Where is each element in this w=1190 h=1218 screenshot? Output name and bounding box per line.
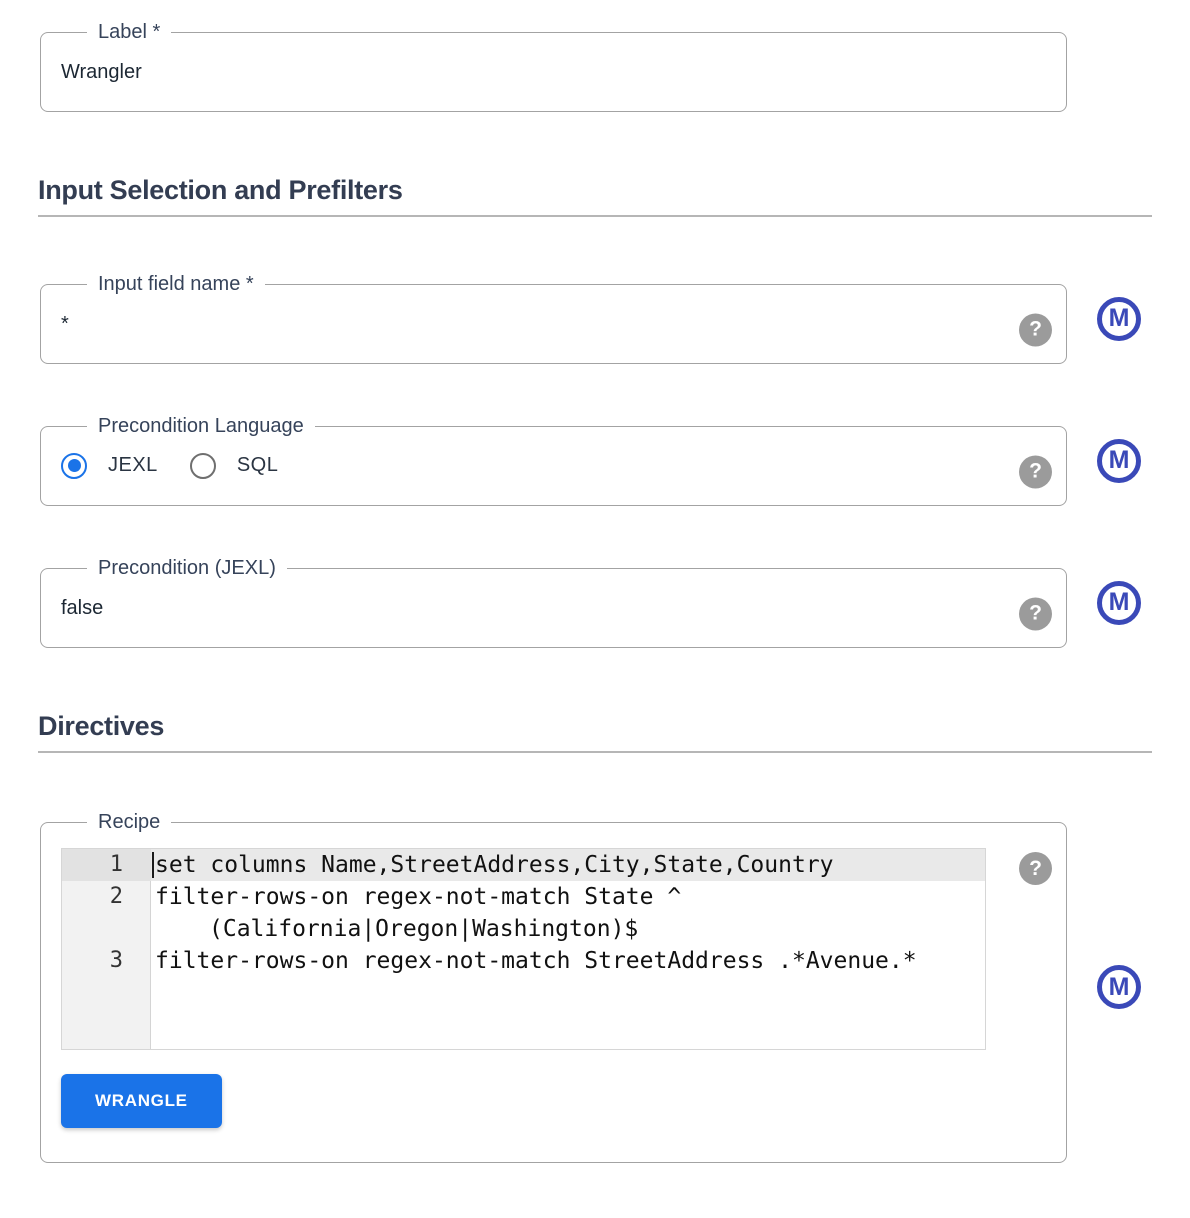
label-field [40, 21, 1067, 112]
section-divider [38, 751, 1152, 753]
text-cursor [152, 852, 154, 878]
radio-option-jexl[interactable] [61, 453, 158, 479]
precondition-language-row [40, 415, 1152, 506]
recipe-code-editor[interactable] [61, 848, 986, 1050]
code-line [62, 849, 985, 881]
code-line-text: filter-rows-on regex-not-match StreetAddress .*Avenue.* [155, 948, 917, 974]
help-icon[interactable]: ? [1019, 455, 1052, 488]
help-icon[interactable]: ? [1019, 313, 1052, 346]
code-line [62, 945, 985, 977]
macro-icon[interactable]: M [1097, 581, 1141, 625]
help-icon[interactable]: ? [1019, 852, 1052, 885]
recipe-row [40, 811, 1152, 1163]
code-line-text: set columns Name,StreetAddress,City,State,Country [151, 849, 985, 881]
section-divider [38, 215, 1152, 217]
recipe-legend: Recipe [98, 811, 161, 833]
code-line-text: filter-rows-on regex-not-match State ^ [155, 884, 682, 910]
precondition-input[interactable]: false [61, 597, 104, 619]
macro-icon[interactable]: M [1097, 297, 1141, 341]
line-number: 1 [62, 849, 151, 881]
code-line [62, 881, 985, 913]
precondition-field [40, 557, 1067, 648]
line-number: 2 [109, 884, 123, 909]
radio-unselected-icon [190, 453, 216, 479]
precondition-language-legend: Precondition Language [98, 415, 304, 437]
precondition-row [40, 557, 1152, 648]
precondition-language-radio-group [61, 452, 1046, 479]
input-field-name-field [40, 273, 1067, 364]
macro-icon[interactable]: M [1097, 965, 1141, 1009]
macro-icon[interactable]: M [1097, 439, 1141, 483]
radio-option-label: JEXL [108, 454, 158, 476]
line-number-empty [62, 913, 151, 945]
recipe-field [40, 811, 1067, 1163]
wrangle-button[interactable]: WRANGLE [61, 1074, 222, 1128]
code-line-wrap [62, 913, 985, 945]
label-field-legend: Label * [98, 21, 161, 43]
input-field-name-row [40, 273, 1152, 364]
input-field-name-legend: Input field name * [98, 273, 254, 295]
line-number: 3 [109, 948, 123, 973]
section-title-directives: Directives [38, 711, 165, 741]
input-field-name-input[interactable]: * [61, 313, 69, 335]
precondition-legend: Precondition (JEXL) [98, 557, 276, 579]
radio-selected-icon [61, 453, 87, 479]
section-title-input-selection: Input Selection and Prefilters [38, 175, 403, 205]
radio-option-label: SQL [236, 454, 279, 476]
label-input[interactable]: Wrangler [61, 61, 142, 83]
precondition-language-field [40, 415, 1067, 506]
help-icon[interactable]: ? [1019, 597, 1052, 630]
code-line-text: (California|Oregon|Washington)$ [209, 916, 639, 942]
radio-option-sql[interactable] [190, 453, 279, 479]
label-field-row [40, 21, 1152, 112]
